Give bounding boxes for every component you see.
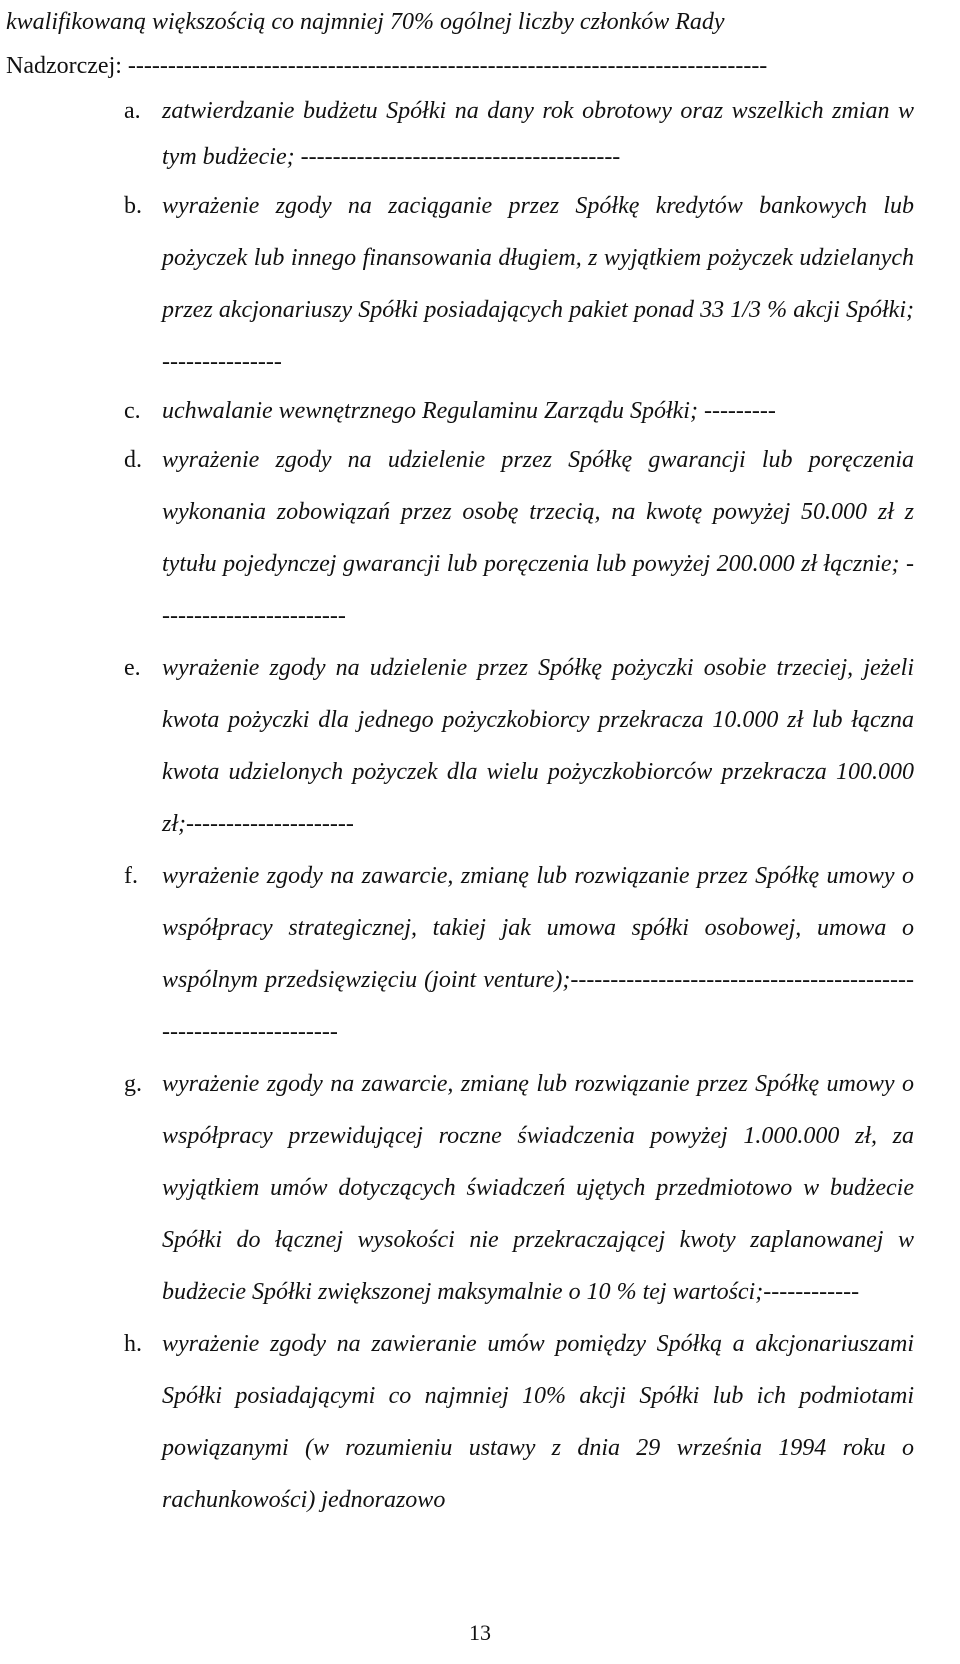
list-marker: a.	[124, 98, 141, 124]
list-marker: c.	[124, 398, 141, 424]
resolution-list	[124, 88, 914, 1526]
intro-line-1: kwalifikowaną większością co najmniej 70% ogólnej liczby członków Rady	[6, 9, 725, 35]
list-item-b	[124, 180, 914, 388]
list-item-text: wyrażenie zgody na zawieranie umów pomiędzy Spółką a akcjonariuszami Spółki posiadającymi co najmniej 10% akcji Spółki lub ich podmiotami powiązanymi (w rozumieniu ustawy z dnia 29 września 1994 roku o rachunkowości) jednorazowo	[162, 1331, 914, 1513]
list-marker: h.	[124, 1331, 142, 1357]
list-item-g	[124, 1058, 914, 1318]
list-item-c	[124, 388, 914, 434]
list-item-text: wyrażenie zgody na udzielenie przez Spółkę pożyczki osobie trzeciej, jeżeli kwota pożyczki dla jednego pożyczkobiorcy przekracza 10.000 zł lub łączna kwota udzielonych pożyczek dla wielu pożyczkobiorców przekracza 100.000 zł;---------------------	[162, 655, 914, 837]
intro-line-2-prefix: Nadzorczej:	[6, 53, 122, 79]
list-item-text: uchwalanie wewnętrznego Regulaminu Zarządu Spółki; ---------	[162, 398, 776, 424]
list-item-f	[124, 850, 914, 1058]
list-marker: g.	[124, 1071, 142, 1097]
list-item-text: zatwierdzanie budżetu Spółki na dany rok obrotowy oraz wszelkich zmian w tym budżecie; ----------------------------------------	[162, 98, 914, 170]
list-item-text: wyrażenie zgody na zawarcie, zmianę lub rozwiązanie przez Spółkę umowy o współpracy przewidującej roczne świadczenia powyżej 1.000.000 zł, za wyjątkiem umów dotyczących świadczeń ujętych przedmiotowo w budżecie Spółki do łącznej wysokości nie przekraczającej kwoty zaplanowanej w budżecie Spółki zwiększonej maksymalnie o 10 % tej wartości;------------	[162, 1071, 914, 1305]
list-item-h	[124, 1318, 914, 1526]
list-item-a	[124, 88, 914, 180]
intro-paragraph	[0, 0, 918, 88]
list-item-e	[124, 642, 914, 850]
list-marker: d.	[124, 447, 142, 473]
list-item-d	[124, 434, 914, 642]
list-marker: e.	[124, 655, 141, 681]
list-item-text: wyrażenie zgody na udzielenie przez Spółkę gwarancji lub poręczenia wykonania zobowiązań przez osobę trzecią, na kwotę powyżej 50.000 zł z tytułu pojedynczej gwarancji lub poręczenia lub powyżej 200.000 zł łącznie; ------------------------	[162, 447, 914, 629]
list-marker: f.	[124, 863, 138, 889]
list-marker: b.	[124, 193, 142, 219]
list-item-text: wyrażenie zgody na zaciąganie przez Spółkę kredytów bankowych lub pożyczek lub innego finansowania długiem, z wyjątkiem pożyczek udzielanych przez akcjonariuszy Spółki posiadających pakiet ponad 33 1/3 % akcji Spółki; ---------------	[162, 193, 914, 375]
intro-line-2-dashes: --------------------------------------------------------------------------------	[121, 53, 768, 79]
page-number: 13	[469, 1620, 491, 1645]
list-item-text: wyrażenie zgody na zawarcie, zmianę lub rozwiązanie przez Spółkę umowy o współpracy strategicznej, takiej jak umowa spółki osobowej, umowa o wspólnym przedsięwzięciu (joint venture);-----------------------------------------------------------------	[162, 863, 914, 1045]
